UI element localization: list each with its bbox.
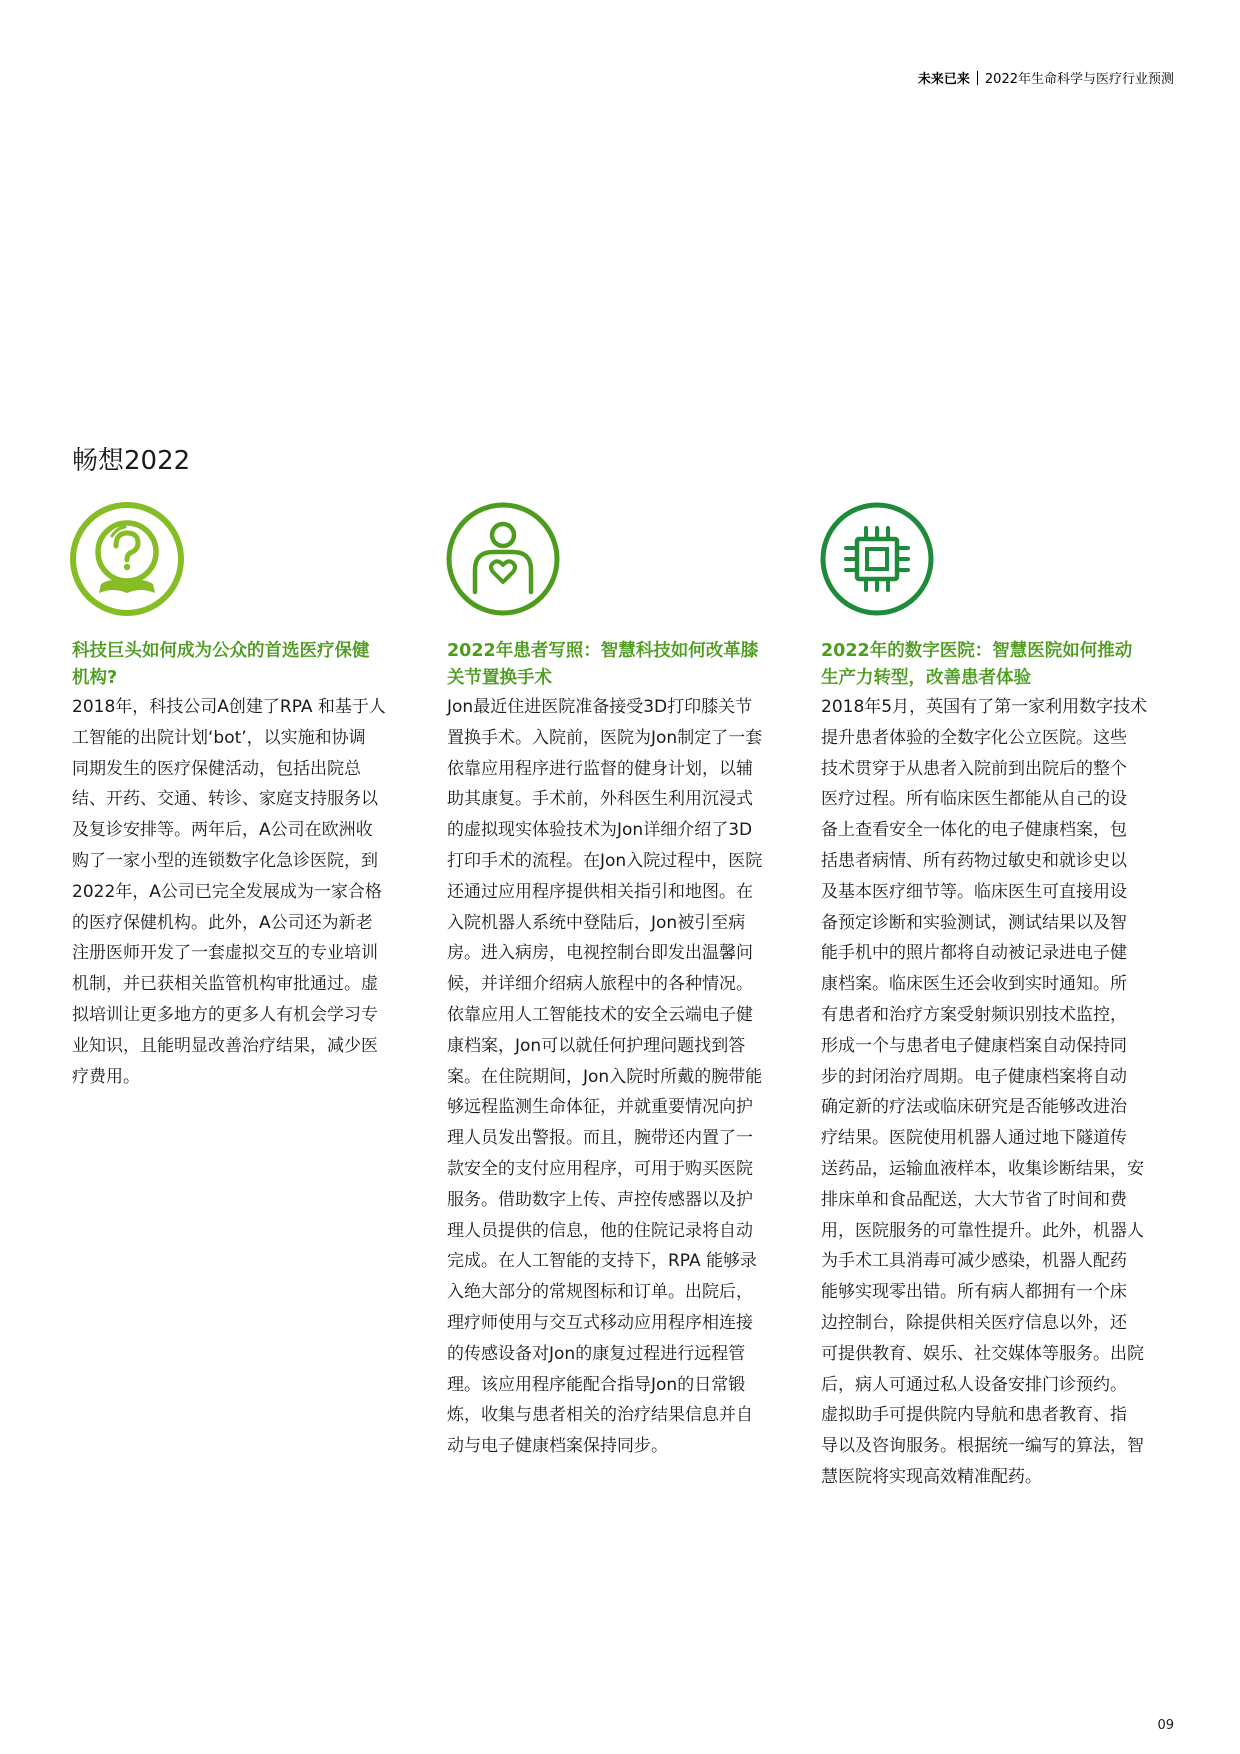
column-heading: 科技巨头如何成为公众的首选医疗保健 机构?	[72, 641, 370, 688]
header-brand: 未来已来	[917, 72, 970, 87]
running-header	[918, 68, 1174, 87]
column-body: 2018年5月，英国有了第一家利用数字技术 提升患者体验的全数字化公立医院。这些 技术贯穿于从患者入院前到出院后的整个 医疗过程。所有临床医生都能从自己的设 备上查看安全一体化的电子健康档案，包 括患者病情、所有药物过敏史和就诊史以 及基本医疗细节等。临床医生可直接用设 备预定诊断和实验测试，测试结果以及智 能手机中的照片都将自动被记录进电子健 康档案。临床医生还会收到实时通知。所 有患者和治疗方案受射频识别技术监控， 形成一个与患者电子健康档案自动保持同 步的封闭治疗周期。电子健康档案将自动 确定新的疗法或临床研究是否能够改进治 疗结果。医院使用机器人通过地下隧道传 送药品，运输血液样本，收集诊断结果，安 排床单和食品配送，大大节省了时间和费 用，医院服务的可靠性提升。此外，机器人 为手术工具消毒可减少感染，机器人配药 能够实现零出错。所有病人都拥有一个床 边控制台，除提供相关医疗信息以外，还 可提供教育、娱乐、社交媒体等服务。出院 后，病人可通过私人设备安排门诊预约。 虚拟助手可提供院内导航和患者教育、指 导以及咨询服务。根据统一编写的算法，智 慧医院将实现高效精准配药。	[821, 697, 1148, 1487]
section-title: 畅想2022	[72, 446, 191, 476]
microchip-icon	[818, 500, 936, 618]
column-body: Jon最近住进医院准备接受3D打印膝关节 置换手术。入院前，医院为Jon制定了一套 依靠应用程序进行监督的健身计划，以辅 助其康复。手术前，外科医生利用沉浸式 的虚拟现实体验技术为Jon详细介绍了3D 打印手术的流程。在Jon入院过程中，医院 还通过应用程序提供相关指引和地图。在 入院机器人系统中登陆后，Jon被引至病 房。进入病房，电视控制台即发出温馨问 候，并详细介绍病人旅程中的各种情况。 依靠应用人工智能技术的安全云端电子健 康档案，Jon可以就任何护理问题找到答 案。在住院期间，Jon入院时所戴的腕带能 够远程监测生命体征，并就重要情况向护 理人员发出警报。而且，腕带还内置了一 款安全的支付应用程序，可用于购买医院 服务。借助数字上传、声控传感器以及护 理人员提供的信息，他的住院记录将自动 完成。在人工智能的支持下，RPA 能够录 入绝大部分的常规图标和订单。出院后， 理疗师使用与交互式移动应用程序相连接 的传感设备对Jon的康复过程进行远程管 理。该应用程序能配合指导Jon的日常锻 炼，收集与患者相关的治疗结果信息并自 动与电子健康档案保持同步。	[447, 697, 763, 1457]
column-digital-hospital	[821, 500, 1161, 1493]
crystal-ball-question-icon	[68, 500, 186, 618]
header-subtitle: 2022年生命科学与医疗行业预测	[984, 72, 1174, 87]
column-patient-2022	[447, 500, 787, 1462]
column-tech-giants	[72, 500, 412, 1092]
patient-heart-icon	[444, 500, 562, 618]
page-number: 09	[1157, 1718, 1174, 1733]
header-divider	[977, 71, 978, 85]
column-body: 2018年，科技公司A创建了RPA 和基于人 工智能的出院计划‘bot’，以实施和协调 同期发生的医疗保健活动，包括出院总 结、开药、交通、转诊、家庭支持服务以 及复诊安排等。两年后，A公司在欧洲收 购了一家小型的连锁数字化急诊医院，到 2022年，A公司已完全发展成为一家合格 的医疗保健机构。此外，A公司还为新老 注册医师开发了一套虚拟交互的专业培训 机制，并已获相关监管机构审批通过。虚 拟培训让更多地方的更多人有机会学习专 业知识，且能明显改善治疗结果，减少医 疗费用。	[72, 697, 386, 1087]
column-heading: 2022年的数字医院：智慧医院如何推动 生产力转型，改善患者体验	[821, 641, 1133, 688]
column-heading: 2022年患者写照：智慧科技如何改革膝 关节置换手术	[447, 641, 759, 688]
